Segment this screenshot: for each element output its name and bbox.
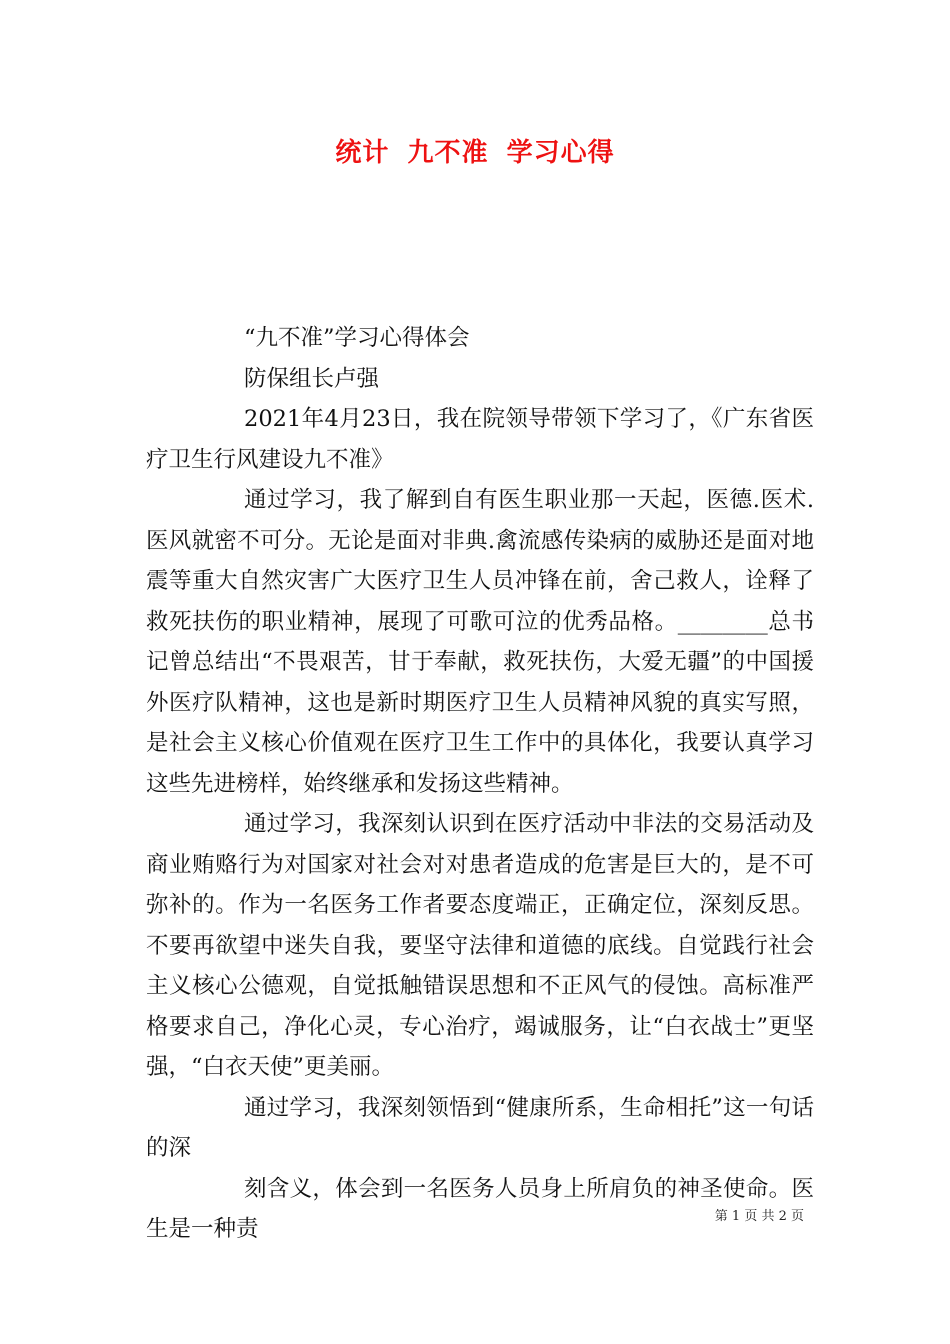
paragraph-1: 2021年4月23日，我在院领导带领下学习了，《广东省医疗卫生行风建设九不准》 <box>146 406 814 473</box>
document-title <box>0 132 950 169</box>
page-number: 第 1 页 共 2 页 <box>714 1209 804 1224</box>
title-part-2: 九不准 <box>407 138 489 168</box>
title-part-1: 统计 <box>335 138 390 168</box>
paragraph-4: 通过学习，我深刻领悟到“健康所系，生命相托”这一句话的深 <box>146 1094 814 1161</box>
paragraph-2: 通过学习，我了解到自有医生职业那一天起，医德.医术.医风就密不可分。无论是面对非典.禽流感传染病的威胁还是面对地震等重大自然灾害广大医疗卫生人员冲锋在前，舍己救人，诠释了救死扶伤的职业精神，展现了可歌可泣的优秀品格。________总书记曾总结出“不畏艰苦，甘于奉献，救死扶伤，大爱无疆”的中国援外医疗队精神，这也是新时期医疗卫生人员精神风貌的真实写照，是社会主义核心价值观在医疗卫生工作中的具体化，我要认真学习这些先进榜样，始终继承和发扬这些精神。 <box>146 487 814 797</box>
paragraph-3: 通过学习，我深刻认识到在医疗活动中非法的交易活动及商业贿赂行为对国家对社会对对患者造成的危害是巨大的，是不可弥补的。作为一名医务工作者要态度端正，正确定位，深刻反思。不要再欲望中迷失自我，要坚守法律和道德的底线。自觉践行社会主义核心公德观，自觉抵触错误思想和不正风气的侵蚀。高标准严格要求自己，净化心灵，专心治疗，竭诚服务，让“白衣战士”更坚强，“白衣天使”更美丽。 <box>146 811 814 1080</box>
author-line: 防保组长卢强 <box>244 365 380 392</box>
section-heading: “九不准”学习心得体会 <box>244 325 470 351</box>
paragraph-5: 刻含义，体会到一名医务人员身上所肩负的神圣使命。医生是一种责 <box>146 1175 814 1242</box>
title-part-3: 学习心得 <box>506 138 615 168</box>
document-body <box>146 318 814 1250</box>
